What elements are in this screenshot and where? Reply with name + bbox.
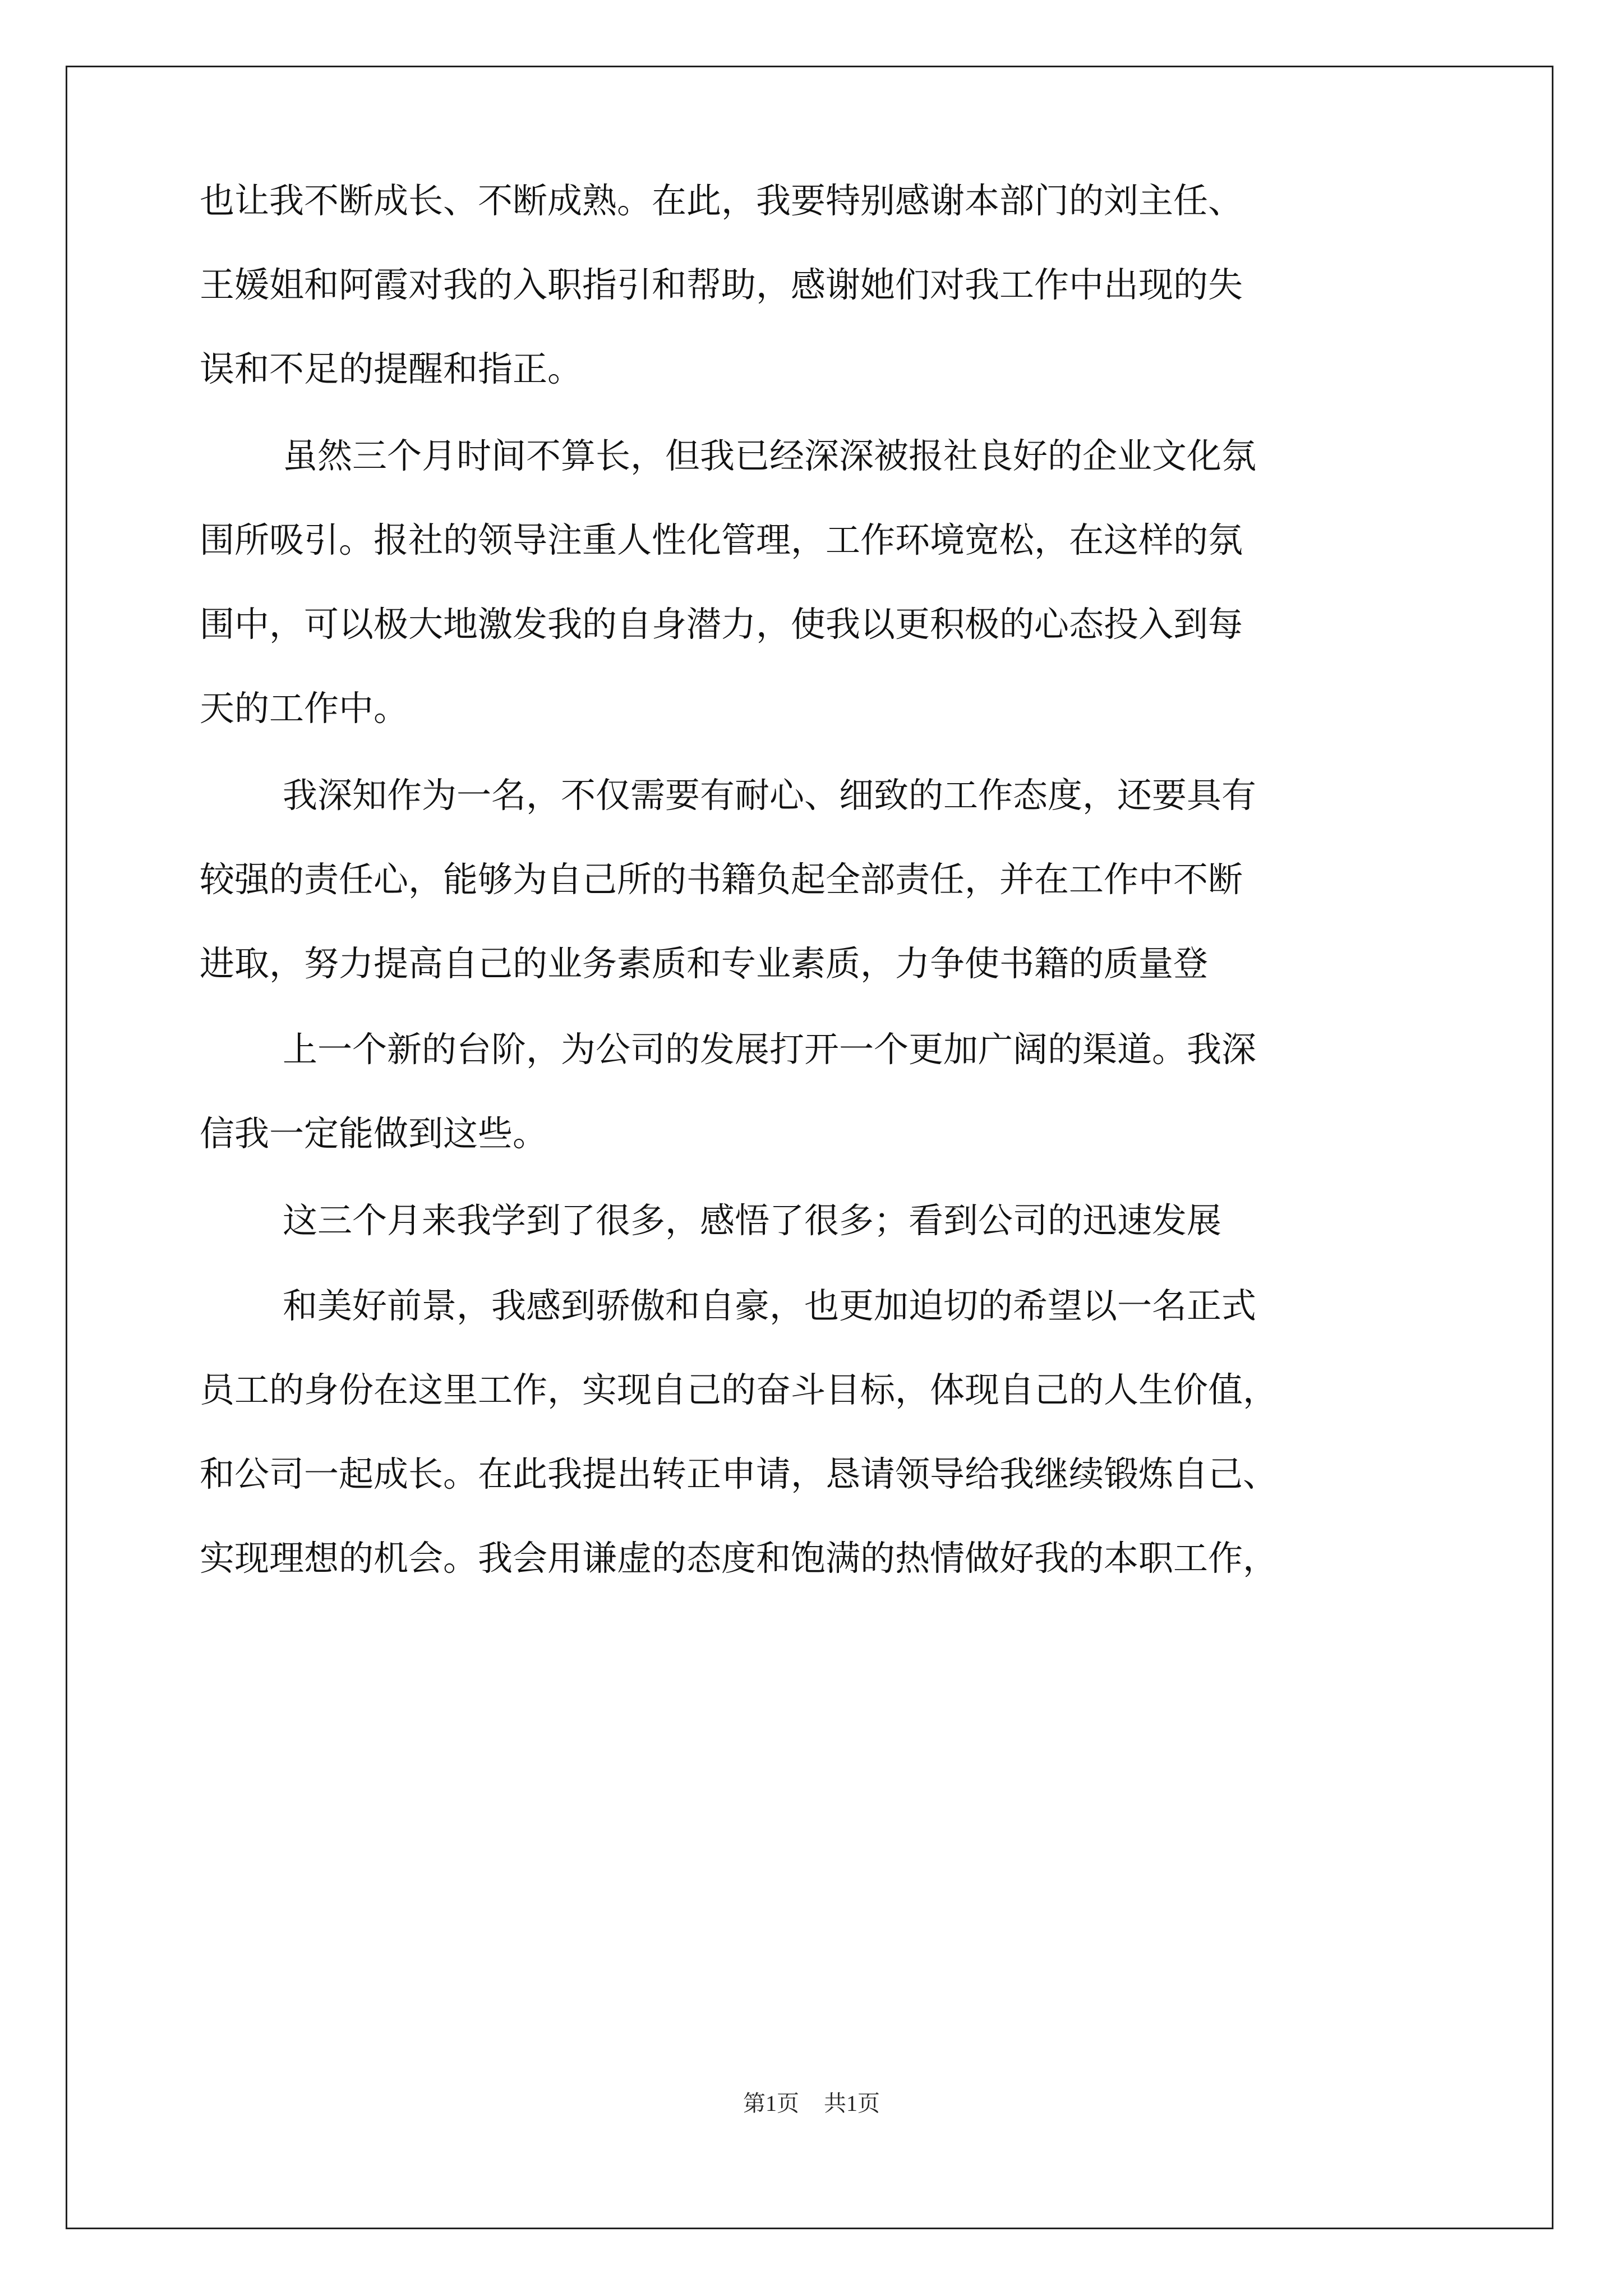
paragraph-start-line: 我深知作为一名，不仅需要有耐心、细致的工作态度，还要具有: [283, 775, 1257, 816]
paragraph-start-line: 这三个月来我学到了很多，感悟了很多；看到公司的迅速发展: [283, 1200, 1222, 1241]
paragraph-start-line: 上一个新的台阶，为公司的发展打开一个更加广阔的渠道。我深: [283, 1029, 1257, 1070]
text-line: 和公司一起成长。在此我提出转正申请，恳请领导给我继续锻炼自己、: [200, 1453, 1278, 1494]
text-line: 较强的责任心，能够为自己所的书籍负起全部责任，并在工作中不断: [200, 859, 1243, 900]
page-footer: [0, 2090, 1623, 2118]
paragraph-start-line: 虽然三个月时间不算长，但我已经深深被报社良好的企业文化氛: [283, 435, 1257, 476]
text-line: 围中，可以极大地激发我的自身潜力，使我以更积极的心态投入到每: [200, 604, 1243, 645]
text-line: 信我一定能做到这些。: [200, 1113, 548, 1154]
text-line: 员工的身份在这里工作，实现自己的奋斗目标，体现自己的人生价值，: [200, 1369, 1278, 1410]
paragraph-start-line: 和美好前景，我感到骄傲和自豪，也更加迫切的希望以一名正式: [283, 1285, 1257, 1326]
page-total: 共1页: [824, 2091, 880, 2116]
page-number: 第1页: [743, 2091, 799, 2116]
text-line: 误和不足的提醒和指正。: [200, 348, 583, 389]
text-line: 围所吸引。报社的领导注重人性化管理，工作环境宽松，在这样的氛: [200, 519, 1243, 560]
text-line: 天的工作中。: [200, 688, 409, 729]
text-line: 进取，努力提高自己的业务素质和专业素质，力争使书籍的质量登: [200, 943, 1209, 984]
text-line: 也让我不断成长、不断成熟。在此，我要特别感谢本部门的刘主任、: [200, 180, 1243, 221]
text-line: 王媛姐和阿霞对我的入职指引和帮助，感谢她们对我工作中出现的失: [200, 264, 1243, 305]
text-line: 实现理想的机会。我会用谦虚的态度和饱满的热情做好我的本职工作，: [200, 1538, 1278, 1579]
